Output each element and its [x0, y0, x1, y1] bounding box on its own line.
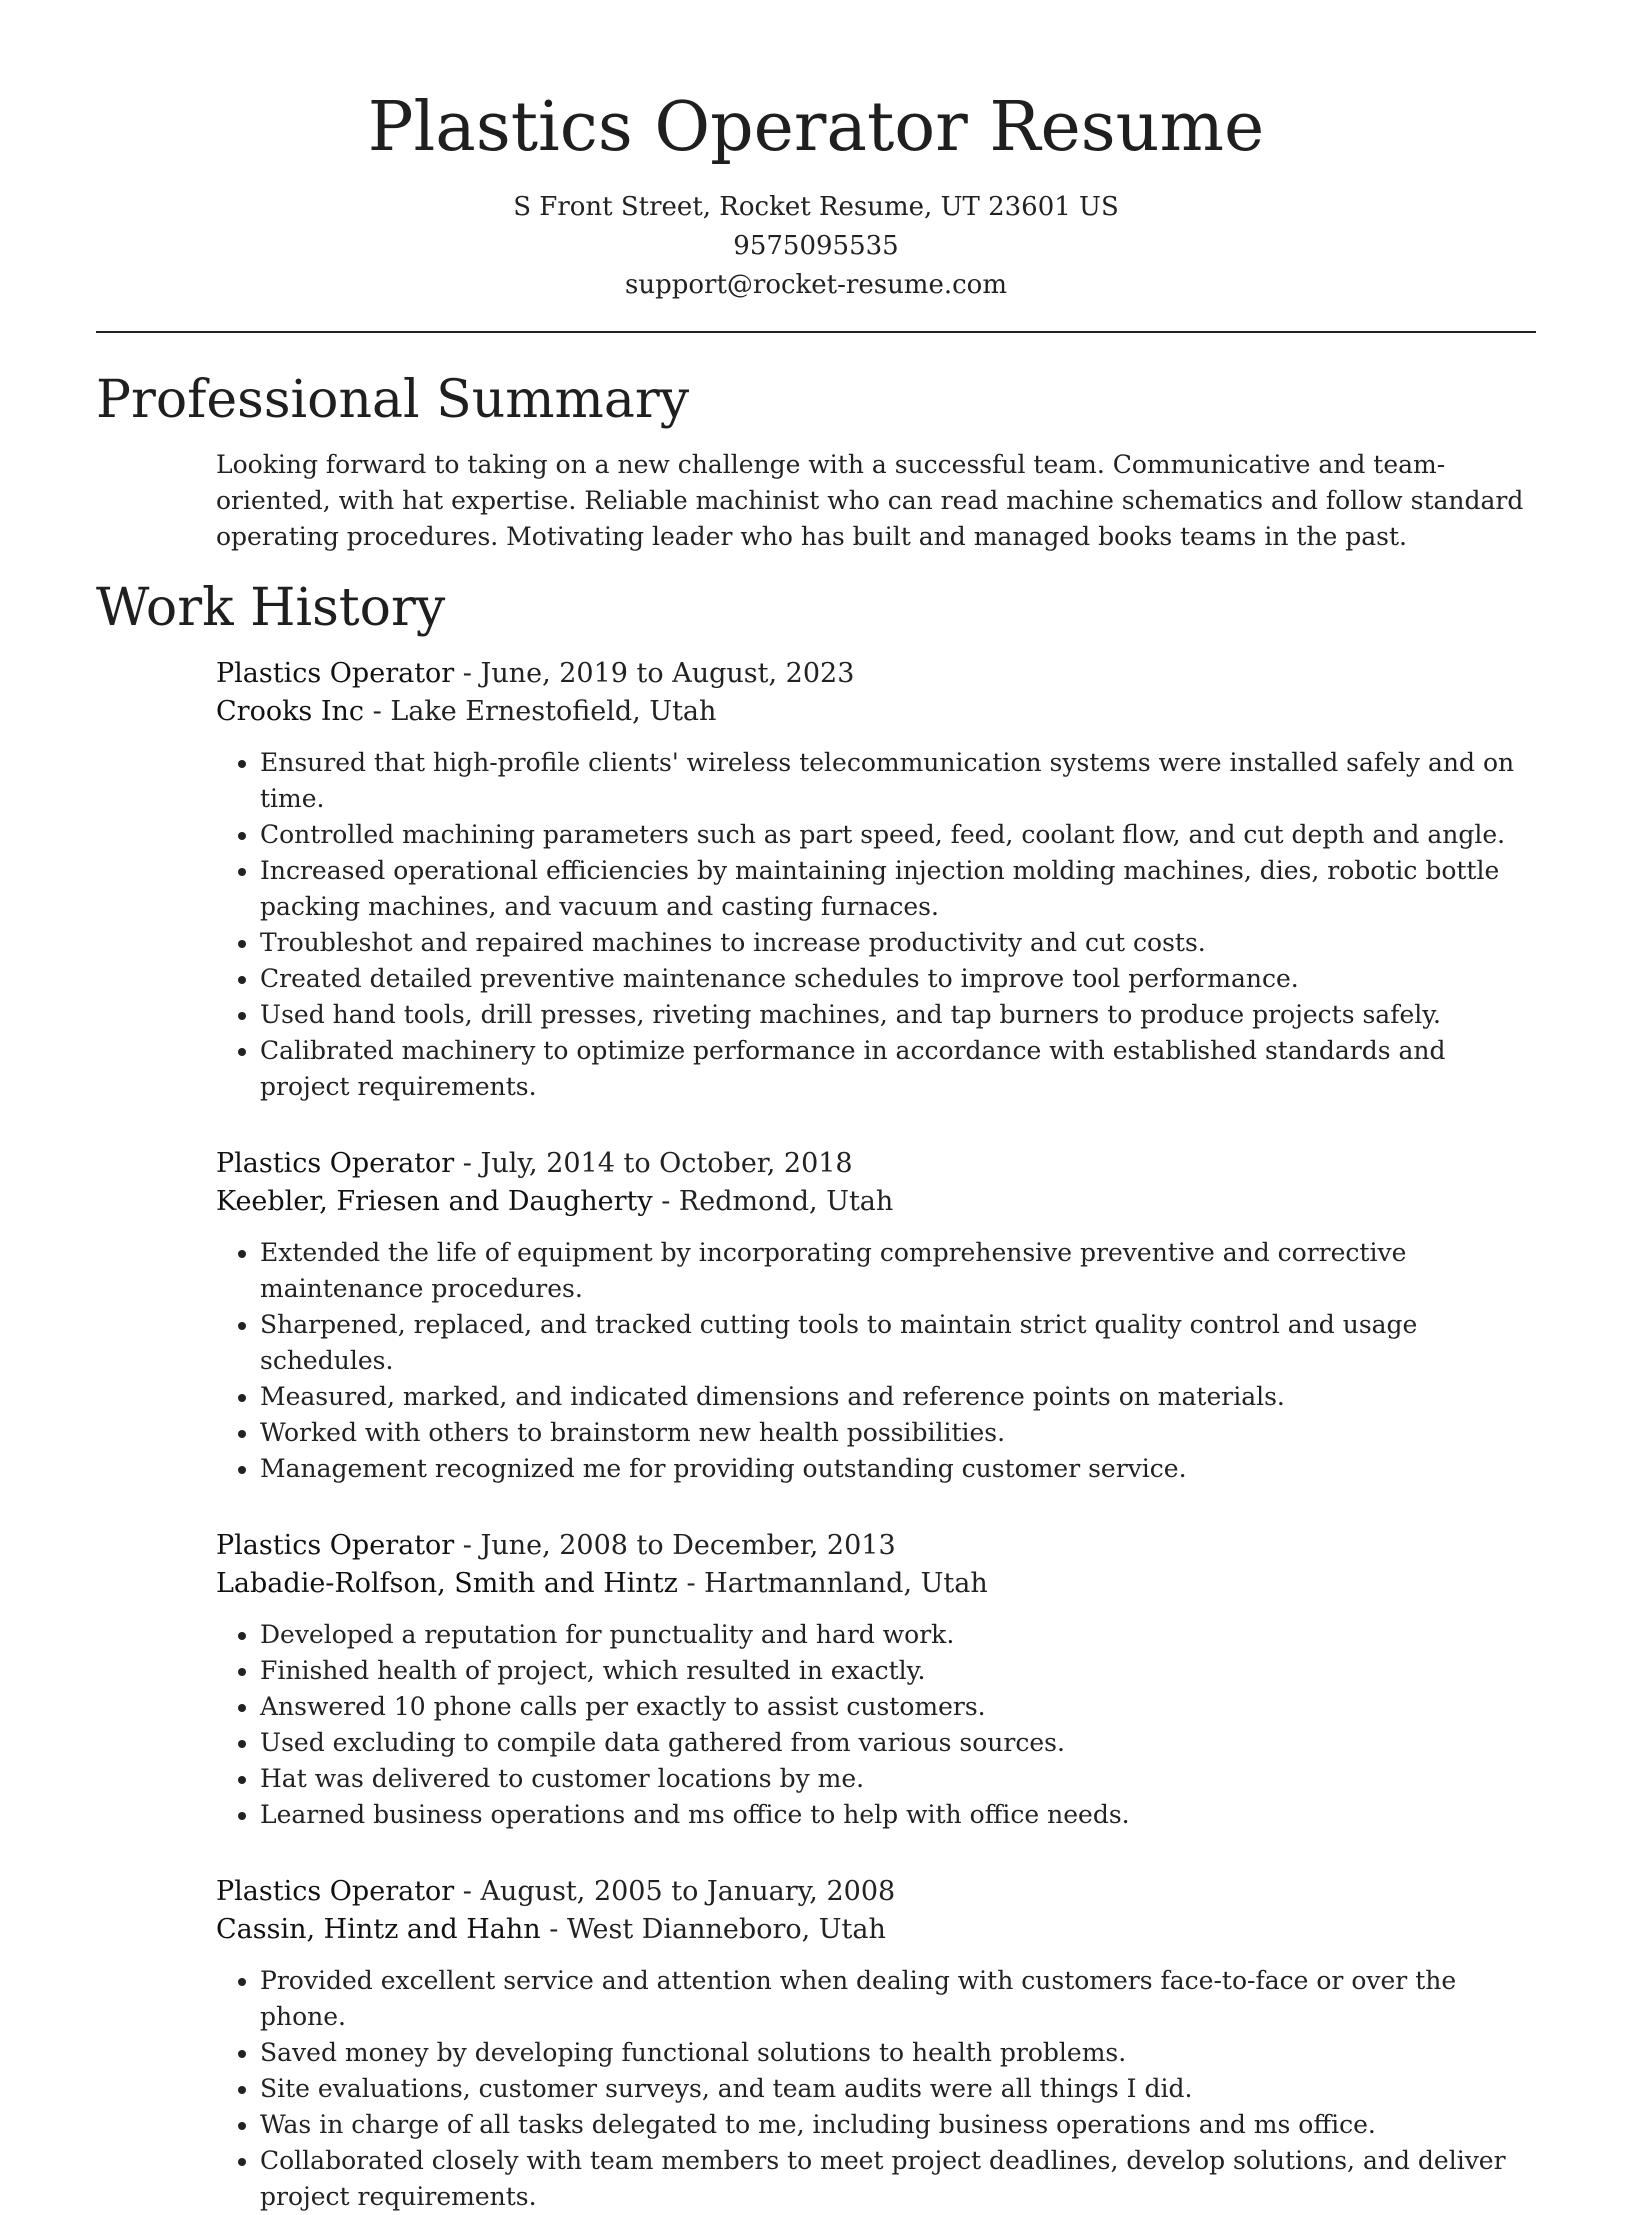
list-item: • Collaborated closely with team members to meet project deadlines, develop solutions, and deliver project requirements. — [260, 2143, 1536, 2215]
resume-header — [96, 0, 1536, 305]
list-item: • Extended the life of equipment by incorporating comprehensive preventive and corrective maintenance procedures. — [260, 1235, 1536, 1307]
resume-title: Plastics Operator Resume — [367, 88, 1265, 167]
job-title-line — [216, 655, 1536, 693]
resume-page — [96, 0, 1536, 2215]
job-company-line — [216, 1911, 1536, 1949]
list-item: • Answered 10 phone calls per exactly to assist customers. — [260, 1689, 1536, 1725]
job-location: - Redmond, Utah — [652, 1186, 894, 1217]
list-item: • Used excluding to compile data gathered from various sources. — [260, 1725, 1536, 1761]
list-item: • Ensured that high-profile clients' wireless telecommunication systems were installed safely and on time. — [260, 745, 1536, 817]
job-role: Plastics Operator — [216, 1148, 455, 1179]
list-item: • Finished health of project, which resulted in exactly. — [260, 1653, 1536, 1689]
contact-block — [96, 188, 1536, 305]
job-company-line — [216, 693, 1536, 731]
job-bullets — [216, 1963, 1536, 2215]
job-dates: - June, 2008 to December, 2013 — [454, 1530, 896, 1561]
list-item: • Measured, marked, and indicated dimensions and reference points on materials. — [260, 1379, 1536, 1415]
email: support@rocket-resume.com — [624, 270, 1007, 300]
job-location: - Hartmannland, Utah — [677, 1568, 988, 1599]
job-dates: - July, 2014 to October, 2018 — [454, 1148, 853, 1179]
address: S Front Street, Rocket Resume, UT 23601 US — [513, 192, 1119, 222]
work-history-list — [96, 655, 1536, 2215]
job-title-line — [216, 1527, 1536, 1565]
list-item: • Developed a reputation for punctuality and hard work. — [260, 1617, 1536, 1653]
job-company-line — [216, 1565, 1536, 1603]
list-item: • Was in charge of all tasks delegated to me, including business operations and ms office. — [260, 2107, 1536, 2143]
job-company: Crooks Inc — [216, 696, 365, 727]
list-item: • Used hand tools, drill presses, riveting machines, and tap burners to produce projects safely. — [260, 997, 1536, 1033]
list-item: • Troubleshot and repaired machines to increase productivity and cut costs. — [260, 925, 1536, 961]
list-item: • Worked with others to brainstorm new health possibilities. — [260, 1415, 1536, 1451]
list-item: • Sharpened, replaced, and tracked cutting tools to maintain strict quality control and usage schedules. — [260, 1307, 1536, 1379]
job-company: Keebler, Friesen and Daugherty — [216, 1186, 653, 1217]
summary-heading: Professional Summary — [96, 370, 690, 430]
job-bullets — [216, 1617, 1536, 1833]
job-dates: - August, 2005 to January, 2008 — [454, 1876, 896, 1907]
phone: 9575095535 — [733, 231, 899, 261]
job-company: Cassin, Hintz and Hahn — [216, 1914, 541, 1945]
list-item: • Site evaluations, customer surveys, and team audits were all things I did. — [260, 2071, 1536, 2107]
job-bullets — [216, 745, 1536, 1105]
job-company: Labadie-Rolfson, Smith and Hintz — [216, 1568, 678, 1599]
job-entry — [216, 655, 1536, 1105]
job-title-line — [216, 1873, 1536, 1911]
list-item: • Increased operational efficiencies by maintaining injection molding machines, dies, robotic bottle packing machines, and vacuum and casting furnaces. — [260, 853, 1536, 925]
job-role: Plastics Operator — [216, 1876, 455, 1907]
job-company-line — [216, 1183, 1536, 1221]
job-entry — [216, 1145, 1536, 1487]
header-divider — [96, 331, 1536, 333]
list-item: • Controlled machining parameters such as part speed, feed, coolant flow, and cut depth and angle. — [260, 817, 1536, 853]
job-location: - Lake Ernestofield, Utah — [364, 696, 717, 727]
job-role: Plastics Operator — [216, 658, 455, 689]
job-title-line — [216, 1145, 1536, 1183]
summary-text: Looking forward to taking on a new challenge with a successful team. Communicative and team-oriented, with hat expertise. Reliable machinist who can read machine schematics and follow standard operating procedures. Motivating leader who has built and managed books teams in the past. — [216, 450, 1524, 551]
job-location: - West Dianneboro, Utah — [540, 1914, 886, 1945]
work-history-heading: Work History — [96, 578, 446, 638]
job-dates: - June, 2019 to August, 2023 — [454, 658, 855, 689]
list-item: • Saved money by developing functional solutions to health problems. — [260, 2035, 1536, 2071]
job-entry — [216, 1527, 1536, 1833]
job-role: Plastics Operator — [216, 1530, 455, 1561]
list-item: • Learned business operations and ms office to help with office needs. — [260, 1797, 1536, 1833]
list-item: • Calibrated machinery to optimize performance in accordance with established standards and project requirements. — [260, 1033, 1536, 1105]
list-item: • Provided excellent service and attention when dealing with customers face-to-face or over the phone. — [260, 1963, 1536, 2035]
list-item: • Management recognized me for providing outstanding customer service. — [260, 1451, 1536, 1487]
job-bullets — [216, 1235, 1536, 1487]
list-item: • Hat was delivered to customer locations by me. — [260, 1761, 1536, 1797]
job-entry — [216, 1873, 1536, 2215]
list-item: • Created detailed preventive maintenance schedules to improve tool performance. — [260, 961, 1536, 997]
